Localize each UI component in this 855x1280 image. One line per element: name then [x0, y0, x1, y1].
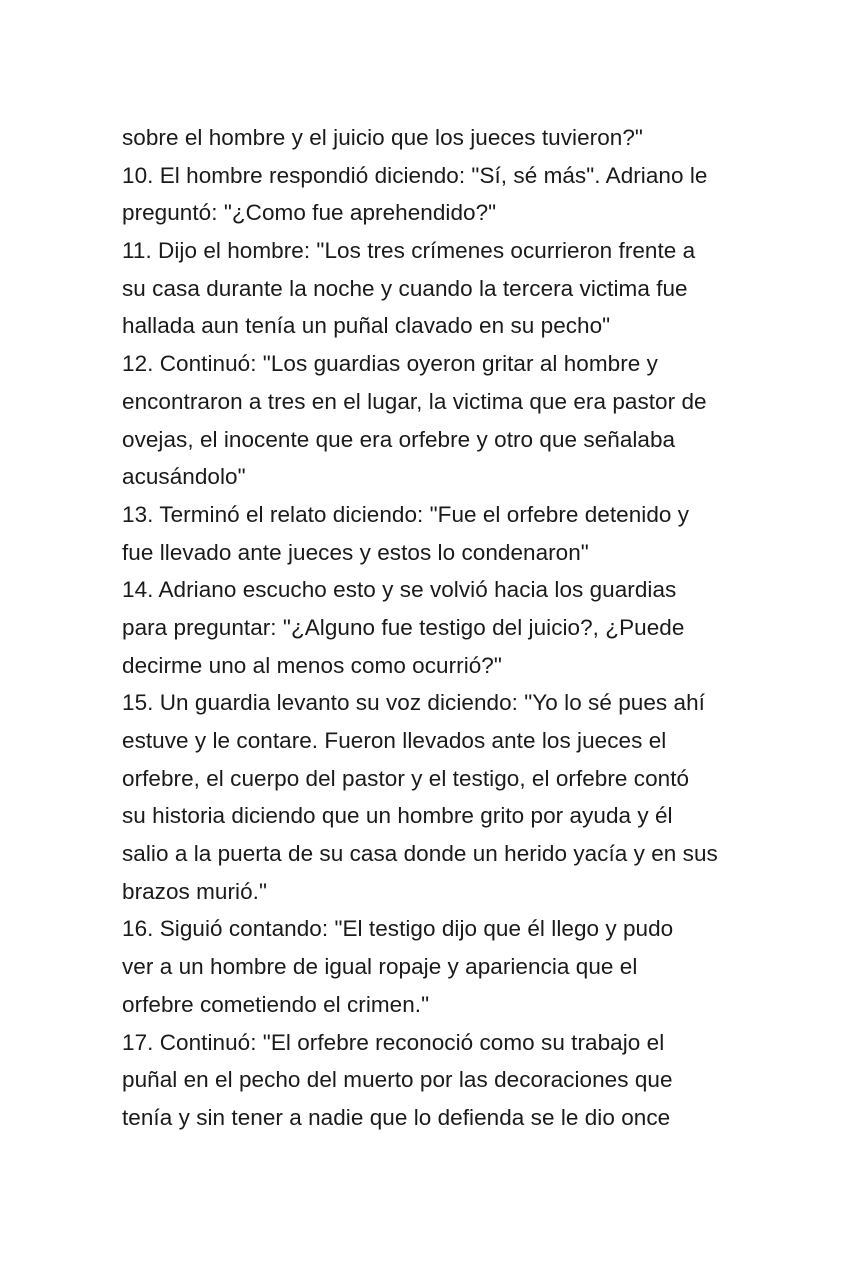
text-line: 11. Dijo el hombre: "Los tres crímenes ocurrieron frente a: [122, 238, 696, 264]
text-line: preguntó: "¿Como fue aprehendido?": [122, 200, 497, 226]
text-line: salio a la puerta de su casa donde un herido yacía y en sus: [122, 841, 718, 867]
text-line: su casa durante la noche y cuando la tercera victima fue: [122, 275, 688, 301]
text-line: 15. Un guardia levanto su voz diciendo: "Yo lo sé pues ahí: [122, 690, 705, 716]
text-line: 10. El hombre respondió diciendo: "Sí, sé más". Adriano le: [122, 162, 708, 188]
text-line: 13. Terminó el relato diciendo: "Fue el orfebre detenido y: [122, 501, 690, 527]
text-line: decirme uno al menos como ocurrió?": [122, 652, 502, 678]
text-line: para preguntar: "¿Alguno fue testigo del juicio?, ¿Puede: [122, 614, 685, 640]
document-text: [122, 119, 742, 1137]
text-line: 16. Siguió contando: "El testigo dijo que él llego y pudo: [122, 916, 674, 942]
text-line: puñal en el pecho del muerto por las decoraciones que: [122, 1067, 673, 1093]
text-line: 12. Continuó: "Los guardias oyeron gritar al hombre y: [122, 351, 658, 377]
text-line: orfebre, el cuerpo del pastor y el testigo, el orfebre contó: [122, 765, 690, 791]
text-line: 14. Adriano escucho esto y se volvió hacia los guardias: [122, 577, 677, 603]
text-line: tenía y sin tener a nadie que lo defienda se le dio once: [122, 1104, 671, 1130]
text-line: su historia diciendo que un hombre grito por ayuda y él: [122, 803, 673, 829]
text-line: orfebre cometiendo el crimen.": [122, 991, 430, 1017]
text-line: brazos murió.": [122, 878, 267, 904]
text-line: acusándolo": [122, 464, 246, 490]
text-line: 17. Continuó: "El orfebre reconoció como su trabajo el: [122, 1029, 665, 1055]
text-line: estuve y le contare. Fueron llevados ante los jueces el: [122, 728, 667, 753]
text-line: ver a un hombre de igual ropaje y apariencia que el: [122, 954, 638, 980]
text-line: encontraron a tres en el lugar, la victima que era pastor de: [122, 388, 707, 414]
text-line: hallada aun tenía un puñal clavado en su pecho": [122, 313, 611, 339]
text-line: ovejas, el inocente que era orfebre y otro que señalaba: [122, 426, 676, 452]
text-line: fue llevado ante jueces y estos lo condenaron": [122, 539, 589, 565]
text-line: sobre el hombre y el juicio que los jueces tuvieron?": [122, 125, 643, 150]
